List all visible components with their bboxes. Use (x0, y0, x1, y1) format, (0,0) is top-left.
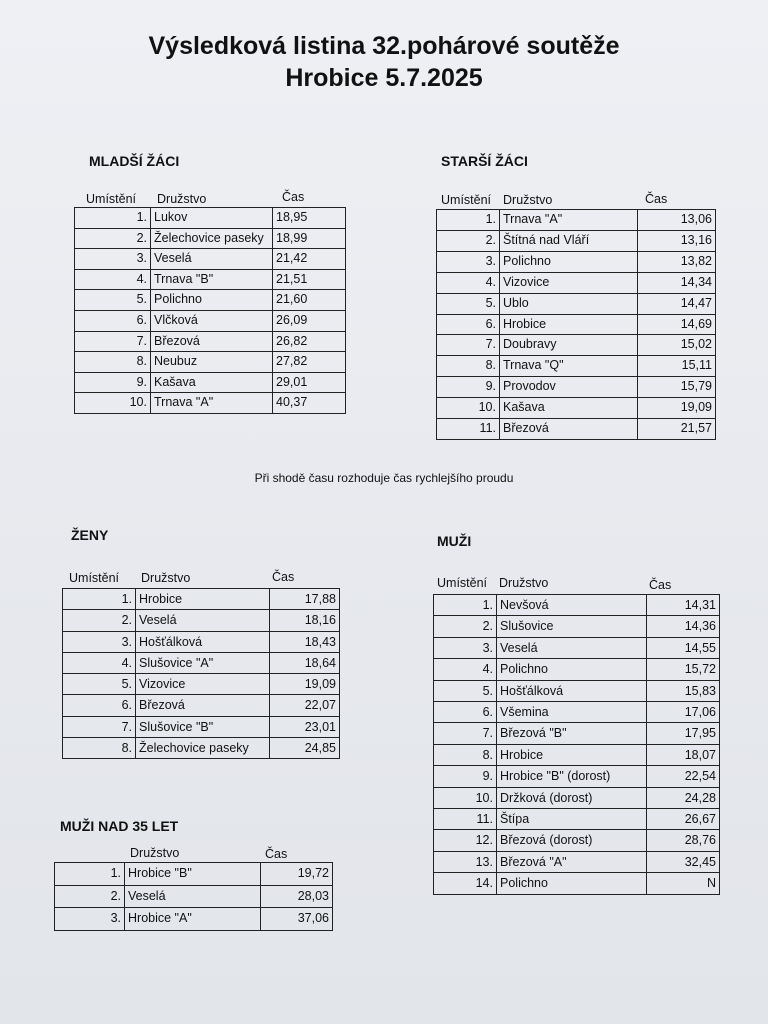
place-cell: 7. (437, 335, 500, 356)
table-row (437, 335, 716, 356)
team-cell: Ublo (500, 293, 638, 314)
time-cell: 14,36 (647, 616, 720, 637)
place-cell: 1. (75, 208, 151, 229)
mladsi-zaci-col-time: Čas (282, 190, 305, 204)
section-muzi-nad-35-title: MUŽI NAD 35 LET (60, 818, 179, 834)
team-cell: Veselá (136, 610, 270, 631)
table-row (437, 210, 716, 231)
team-cell: Kašava (151, 372, 273, 393)
table-row (434, 851, 720, 872)
table-row (434, 809, 720, 830)
team-cell: Veselá (497, 637, 647, 658)
place-cell: 8. (75, 352, 151, 373)
table-row (437, 272, 716, 293)
time-cell: 18,99 (273, 228, 346, 249)
team-cell: Kašava (500, 398, 638, 419)
place-cell: 1. (63, 589, 136, 610)
time-cell: 13,16 (638, 230, 716, 251)
table-row (434, 723, 720, 744)
time-cell: 14,34 (638, 272, 716, 293)
muzi-col-team: Družstvo (499, 576, 549, 590)
team-cell: Štípa (497, 809, 647, 830)
time-cell: 17,95 (647, 723, 720, 744)
team-cell: Trnava "A" (500, 210, 638, 231)
table-row (434, 616, 720, 637)
table-row (75, 310, 346, 331)
place-cell: 5. (434, 680, 497, 701)
team-cell: Hrobice "A" (125, 908, 261, 931)
place-cell: 10. (434, 787, 497, 808)
table-row (434, 595, 720, 616)
table-row (75, 352, 346, 373)
section-starsi-zaci-title: STARŠÍ ŽÁCI (441, 153, 528, 169)
team-cell: Všemina (497, 702, 647, 723)
table-row (437, 377, 716, 398)
table-row (437, 419, 716, 440)
team-cell: Březová "A" (497, 851, 647, 872)
table-row (434, 702, 720, 723)
time-cell: 21,51 (273, 269, 346, 290)
place-cell: 3. (75, 249, 151, 270)
team-cell: Držková (dorost) (497, 787, 647, 808)
table-row (434, 659, 720, 680)
team-cell: Hošťálková (497, 680, 647, 701)
table-row (434, 830, 720, 851)
team-cell: Hrobice (500, 314, 638, 335)
place-cell: 13. (434, 851, 497, 872)
place-cell: 2. (437, 230, 500, 251)
time-cell: 14,69 (638, 314, 716, 335)
place-cell: 2. (55, 885, 125, 908)
muzi-table (433, 594, 720, 895)
place-cell: 1. (437, 210, 500, 231)
starsi-zaci-col-team: Družstvo (503, 193, 553, 207)
place-cell: 6. (63, 695, 136, 716)
time-cell: 26,82 (273, 331, 346, 352)
time-cell: 14,55 (647, 637, 720, 658)
place-cell: 8. (437, 356, 500, 377)
mladsi-zaci-col-team: Družstvo (157, 192, 207, 206)
table-row (434, 766, 720, 787)
starsi-zaci-col-place: Umístění (441, 193, 492, 207)
table-row (63, 716, 340, 737)
starsi-zaci-table (436, 209, 716, 440)
team-cell: Hrobice (497, 744, 647, 765)
table-row (434, 637, 720, 658)
time-cell: 24,28 (647, 787, 720, 808)
table-row (55, 863, 333, 886)
place-cell: 10. (437, 398, 500, 419)
time-cell: 28,76 (647, 830, 720, 851)
place-cell: 4. (75, 269, 151, 290)
team-cell: Březová (136, 695, 270, 716)
table-row (437, 356, 716, 377)
table-row (63, 610, 340, 631)
place-cell: 7. (63, 716, 136, 737)
place-cell: 6. (75, 310, 151, 331)
time-cell: 19,09 (638, 398, 716, 419)
place-cell: 7. (75, 331, 151, 352)
muzi-col-place: Umístění (437, 576, 488, 590)
muzi-col-time: Čas (649, 578, 672, 592)
table-row (75, 393, 346, 414)
team-cell: Polichno (497, 873, 647, 894)
team-cell: Trnava "A" (151, 393, 273, 414)
muzi-nad-35-col-time: Čas (265, 847, 288, 861)
table-row (437, 398, 716, 419)
place-cell: 9. (75, 372, 151, 393)
time-cell: 17,06 (647, 702, 720, 723)
time-cell: 26,09 (273, 310, 346, 331)
starsi-zaci-col-time: Čas (645, 192, 668, 206)
muzi-nad-35-col-team: Družstvo (130, 846, 180, 860)
time-cell: 21,57 (638, 419, 716, 440)
time-cell: 21,42 (273, 249, 346, 270)
team-cell: Slušovice "A" (136, 652, 270, 673)
team-cell: Vizovice (500, 272, 638, 293)
section-zeny-title: ŽENY (71, 527, 109, 543)
place-cell: 12. (434, 830, 497, 851)
time-cell: 23,01 (270, 716, 340, 737)
table-row (437, 230, 716, 251)
zeny-col-team: Družstvo (141, 571, 191, 585)
team-cell: Provodov (500, 377, 638, 398)
zeny-col-place: Umístění (69, 571, 120, 585)
place-cell: 11. (434, 809, 497, 830)
place-cell: 8. (434, 744, 497, 765)
place-cell: 9. (434, 766, 497, 787)
team-cell: Slušovice (497, 616, 647, 637)
table-row (63, 631, 340, 652)
table-row (434, 873, 720, 894)
place-cell: 5. (437, 293, 500, 314)
time-cell: 15,02 (638, 335, 716, 356)
table-row (75, 228, 346, 249)
document-title-line1: Výsledková listina 32.pohárové soutěže (148, 32, 620, 60)
time-cell: 19,72 (261, 863, 333, 886)
team-cell: Neubuz (151, 352, 273, 373)
time-cell: 15,72 (647, 659, 720, 680)
team-cell: Hrobice "B" (dorost) (497, 766, 647, 787)
table-row (55, 885, 333, 908)
table-row (63, 695, 340, 716)
time-cell: 22,54 (647, 766, 720, 787)
place-cell: 3. (437, 251, 500, 272)
team-cell: Hrobice (136, 589, 270, 610)
team-cell: Trnava "B" (151, 269, 273, 290)
place-cell: 2. (434, 616, 497, 637)
table-row (437, 314, 716, 335)
time-cell: 18,16 (270, 610, 340, 631)
time-cell: 24,85 (270, 738, 340, 759)
table-row (75, 249, 346, 270)
time-cell: 18,64 (270, 652, 340, 673)
table-row (434, 680, 720, 701)
time-cell: 15,83 (647, 680, 720, 701)
table-row (63, 738, 340, 759)
table-row (434, 787, 720, 808)
time-cell: 40,37 (273, 393, 346, 414)
team-cell: Březová (151, 331, 273, 352)
tie-rule-note: Při shodě času rozhoduje čas rychlejšího proudu (254, 471, 514, 485)
place-cell: 9. (437, 377, 500, 398)
place-cell: 2. (75, 228, 151, 249)
place-cell: 3. (55, 908, 125, 931)
table-row (434, 744, 720, 765)
place-cell: 5. (63, 674, 136, 695)
zeny-table (62, 588, 340, 759)
time-cell: 26,67 (647, 809, 720, 830)
table-row (75, 290, 346, 311)
table-row (75, 208, 346, 229)
team-cell: Doubravy (500, 335, 638, 356)
time-cell: 32,45 (647, 851, 720, 872)
place-cell: 3. (63, 631, 136, 652)
place-cell: 3. (434, 637, 497, 658)
place-cell: 10. (75, 393, 151, 414)
team-cell: Vizovice (136, 674, 270, 695)
place-cell: 2. (63, 610, 136, 631)
place-cell: 7. (434, 723, 497, 744)
time-cell: 37,06 (261, 908, 333, 931)
table-row (75, 269, 346, 290)
time-cell: 15,11 (638, 356, 716, 377)
time-cell: 18,95 (273, 208, 346, 229)
team-cell: Štítná nad Vláří (500, 230, 638, 251)
table-row (437, 251, 716, 272)
table-row (63, 674, 340, 695)
mladsi-zaci-table (74, 207, 346, 414)
place-cell: 8. (63, 738, 136, 759)
place-cell: 4. (437, 272, 500, 293)
team-cell: Nevšová (497, 595, 647, 616)
place-cell: 4. (63, 652, 136, 673)
team-cell: Polichno (497, 659, 647, 680)
time-cell: 17,88 (270, 589, 340, 610)
team-cell: Březová (500, 419, 638, 440)
place-cell: 4. (434, 659, 497, 680)
table-row (75, 331, 346, 352)
section-mladsi-zaci-title: MLADŠÍ ŽÁCI (89, 153, 180, 169)
place-cell: 1. (55, 863, 125, 886)
team-cell: Slušovice "B" (136, 716, 270, 737)
time-cell: 27,82 (273, 352, 346, 373)
team-cell: Trnava "Q" (500, 356, 638, 377)
document-title-line2: Hrobice 5.7.2025 (285, 64, 483, 92)
place-cell: 11. (437, 419, 500, 440)
time-cell: 29,01 (273, 372, 346, 393)
time-cell: 15,79 (638, 377, 716, 398)
time-cell: 28,03 (261, 885, 333, 908)
place-cell: 6. (437, 314, 500, 335)
time-cell: 22,07 (270, 695, 340, 716)
place-cell: 6. (434, 702, 497, 723)
table-row (55, 908, 333, 931)
team-cell: Březová (dorost) (497, 830, 647, 851)
time-cell: 21,60 (273, 290, 346, 311)
section-muzi-title: MUŽI (437, 533, 472, 549)
team-cell: Veselá (151, 249, 273, 270)
time-cell: 13,06 (638, 210, 716, 231)
time-cell: 14,31 (647, 595, 720, 616)
place-cell: 14. (434, 873, 497, 894)
time-cell: 18,43 (270, 631, 340, 652)
place-cell: 5. (75, 290, 151, 311)
team-cell: Hrobice "B" (125, 863, 261, 886)
team-cell: Polichno (500, 251, 638, 272)
table-row (75, 372, 346, 393)
place-cell: 1. (434, 595, 497, 616)
table-row (437, 293, 716, 314)
time-cell: 18,07 (647, 744, 720, 765)
team-cell: Veselá (125, 885, 261, 908)
team-cell: Polichno (151, 290, 273, 311)
team-cell: Želechovice paseky (136, 738, 270, 759)
zeny-col-time: Čas (272, 570, 295, 584)
time-cell: N (647, 873, 720, 894)
time-cell: 13,82 (638, 251, 716, 272)
time-cell: 14,47 (638, 293, 716, 314)
team-cell: Želechovice paseky (151, 228, 273, 249)
team-cell: Lukov (151, 208, 273, 229)
team-cell: Březová "B" (497, 723, 647, 744)
muzi-nad-35-table (54, 862, 333, 931)
mladsi-zaci-col-place: Umístění (86, 192, 137, 206)
time-cell: 19,09 (270, 674, 340, 695)
team-cell: Hošťálková (136, 631, 270, 652)
team-cell: Vlčková (151, 310, 273, 331)
table-row (63, 589, 340, 610)
table-row (63, 652, 340, 673)
